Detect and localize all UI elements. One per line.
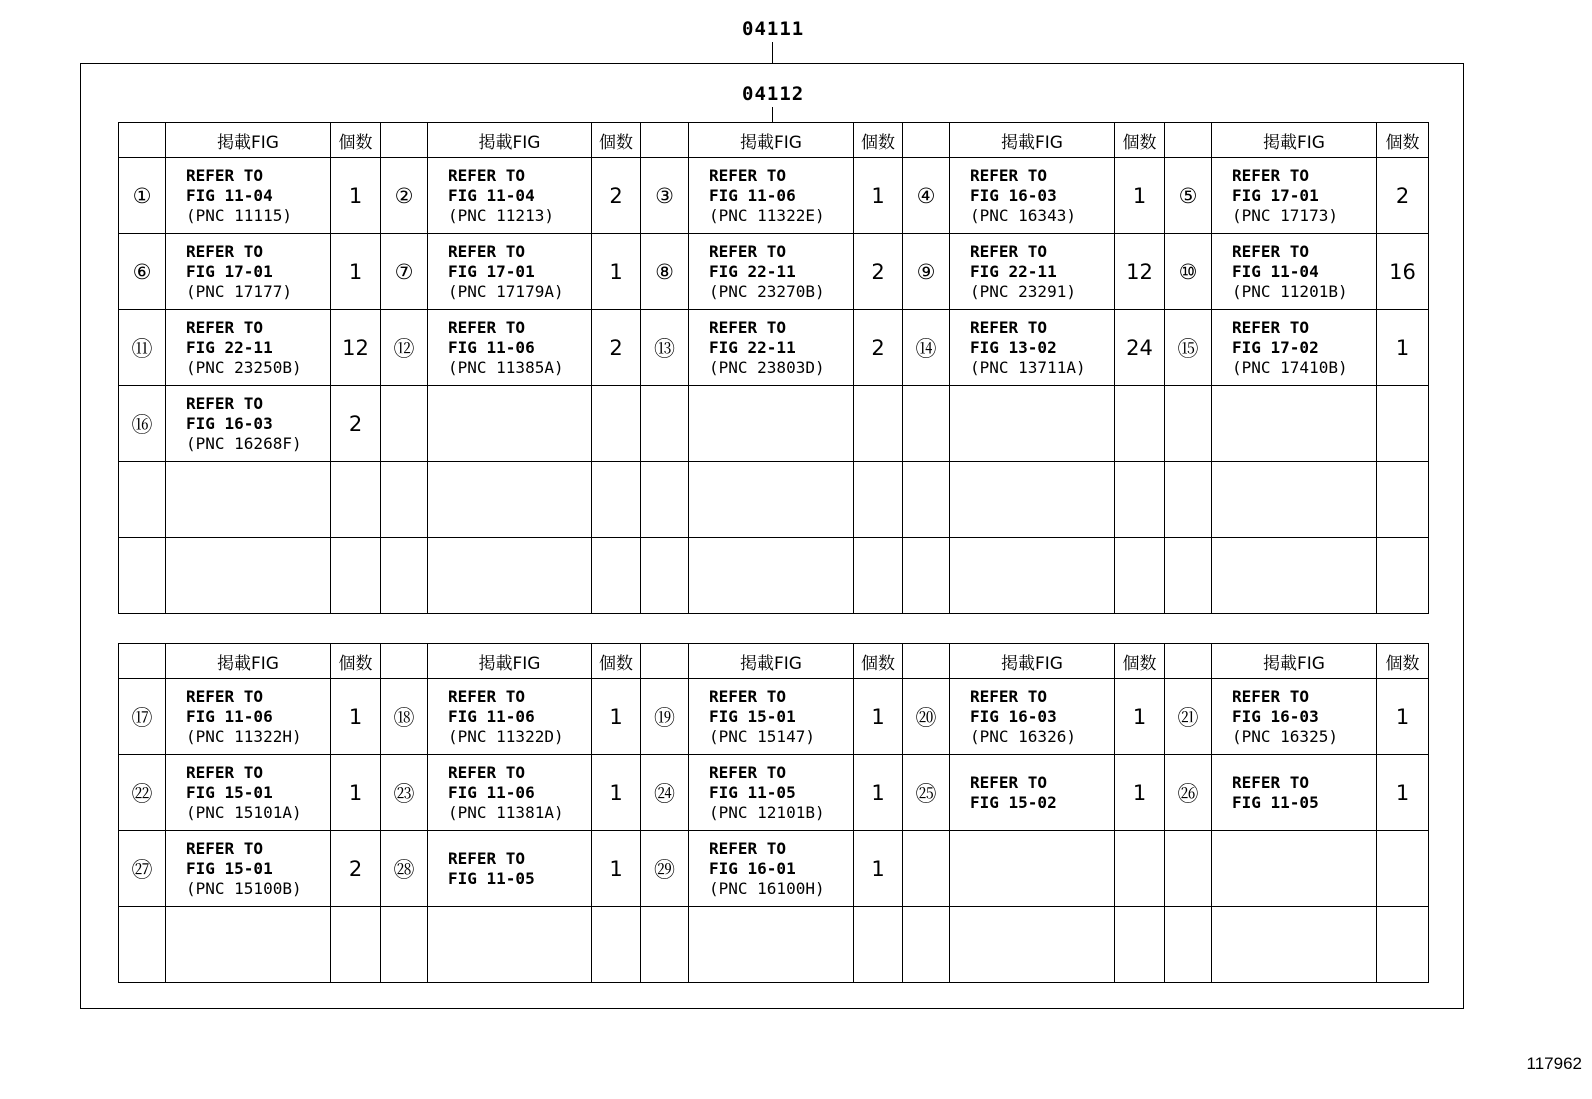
fig-reference-cell (428, 907, 592, 983)
fig-code-text: FIG 11-06 (448, 337, 535, 357)
item-number-cell (903, 831, 950, 907)
pnc-code-text: (PNC 16343) (970, 205, 1076, 225)
fig-reference-cell (428, 158, 592, 234)
parts-table-2 (118, 643, 1429, 983)
quantity-cell: 1 (1115, 158, 1165, 234)
item-number-cell (381, 907, 428, 983)
fig-code-text: FIG 11-04 (1232, 261, 1319, 281)
quantity-cell: 2 (592, 310, 641, 386)
item-number-cell: ⑬ (641, 310, 689, 386)
quantity-cell: 1 (592, 679, 641, 755)
item-number-cell: ⑰ (119, 679, 166, 755)
quantity-cell: 2 (331, 831, 381, 907)
quantity-cell (1115, 907, 1165, 983)
fig-reference-cell (428, 310, 592, 386)
refer-to-text: REFER TO (186, 393, 264, 413)
fig-reference-cell (689, 831, 854, 907)
fig-reference-cell (689, 386, 854, 462)
quantity-cell: 12 (331, 310, 381, 386)
refer-to-text: REFER TO (709, 838, 787, 858)
item-number-cell: ㉒ (119, 755, 166, 831)
quantity-cell (1377, 386, 1429, 462)
header-fig-cell: 掲載FIG (689, 123, 854, 158)
refer-to-text: REFER TO (709, 165, 787, 185)
pnc-code-text: (PNC 23803D) (709, 357, 825, 377)
fig-code-text: FIG 15-01 (186, 782, 273, 802)
pnc-code-text: (PNC 15101A) (186, 802, 302, 822)
item-number-cell: ㉘ (381, 831, 428, 907)
header-blank-cell (381, 644, 428, 679)
item-number-cell (381, 386, 428, 462)
fig-code-text: FIG 16-03 (970, 706, 1057, 726)
fig-code-text: FIG 22-11 (709, 337, 796, 357)
refer-to-text: REFER TO (1232, 165, 1310, 185)
item-number-cell (119, 538, 166, 614)
item-number-cell (1165, 386, 1212, 462)
quantity-cell (331, 462, 381, 538)
quantity-cell (592, 538, 641, 614)
quantity-cell (1115, 538, 1165, 614)
quantity-cell: 2 (331, 386, 381, 462)
item-number-cell: ③ (641, 158, 689, 234)
quantity-cell: 1 (1377, 755, 1429, 831)
table-row (119, 831, 1429, 907)
quantity-cell: 1 (1115, 679, 1165, 755)
item-number-cell (903, 386, 950, 462)
item-number-cell: ⑳ (903, 679, 950, 755)
fig-reference-cell (689, 158, 854, 234)
refer-to-text: REFER TO (186, 317, 264, 337)
refer-to-text: REFER TO (970, 241, 1048, 261)
fig-reference-cell (950, 755, 1115, 831)
table-header-row (119, 123, 1429, 158)
pnc-code-text: (PNC 17410B) (1232, 357, 1348, 377)
fig-code-text: FIG 11-06 (448, 706, 535, 726)
table-row (119, 386, 1429, 462)
item-number-cell: ⑪ (119, 310, 166, 386)
group-label-inner: 04112 (742, 83, 805, 105)
item-number-cell: ⑤ (1165, 158, 1212, 234)
item-number-cell: ② (381, 158, 428, 234)
fig-code-text: FIG 11-05 (1232, 792, 1319, 812)
item-number-cell (903, 538, 950, 614)
fig-reference-cell (1212, 907, 1377, 983)
quantity-cell (331, 907, 381, 983)
table-header-row (119, 644, 1429, 679)
pnc-code-text: (PNC 11322H) (186, 726, 302, 746)
header-fig-cell: 掲載FIG (689, 644, 854, 679)
item-number-cell: ④ (903, 158, 950, 234)
fig-reference-cell (1212, 310, 1377, 386)
fig-reference-cell (166, 679, 331, 755)
refer-to-text: REFER TO (448, 848, 526, 868)
parts-table-1 (118, 122, 1429, 614)
quantity-cell: 12 (1115, 234, 1165, 310)
pnc-code-text: (PNC 17179A) (448, 281, 564, 301)
item-number-cell: ⑫ (381, 310, 428, 386)
quantity-cell: 2 (854, 234, 903, 310)
fig-code-text: FIG 15-01 (709, 706, 796, 726)
quantity-cell (1115, 462, 1165, 538)
quantity-cell (1115, 386, 1165, 462)
pnc-code-text: (PNC 11322D) (448, 726, 564, 746)
item-number-cell: ㉖ (1165, 755, 1212, 831)
fig-code-text: FIG 11-05 (709, 782, 796, 802)
fig-code-text: FIG 16-03 (1232, 706, 1319, 726)
refer-to-text: REFER TO (1232, 317, 1310, 337)
fig-code-text: FIG 11-06 (186, 706, 273, 726)
quantity-cell (854, 462, 903, 538)
refer-to-text: REFER TO (448, 317, 526, 337)
header-blank-cell (1165, 123, 1212, 158)
header-qty-cell: 個数 (592, 123, 641, 158)
fig-reference-cell (689, 462, 854, 538)
table-row (119, 538, 1429, 614)
quantity-cell: 1 (592, 755, 641, 831)
pnc-code-text: (PNC 17173) (1232, 205, 1338, 225)
refer-to-text: REFER TO (1232, 772, 1310, 792)
fig-reference-cell (428, 462, 592, 538)
item-number-cell (1165, 538, 1212, 614)
pnc-code-text: (PNC 16100H) (709, 878, 825, 898)
pnc-code-text: (PNC 23291) (970, 281, 1076, 301)
item-number-cell: ⑨ (903, 234, 950, 310)
header-blank-cell (641, 123, 689, 158)
quantity-cell (592, 462, 641, 538)
fig-reference-cell (166, 462, 331, 538)
fig-reference-cell (428, 755, 592, 831)
refer-to-text: REFER TO (709, 317, 787, 337)
fig-reference-cell (1212, 538, 1377, 614)
refer-to-text: REFER TO (186, 686, 264, 706)
quantity-cell: 1 (854, 158, 903, 234)
quantity-cell (1377, 907, 1429, 983)
fig-reference-cell (166, 831, 331, 907)
pnc-code-text: (PNC 16268F) (186, 433, 302, 453)
quantity-cell (592, 386, 641, 462)
header-fig-cell: 掲載FIG (1212, 644, 1377, 679)
quantity-cell: 1 (331, 755, 381, 831)
fig-reference-cell (1212, 158, 1377, 234)
leader-line-inner (772, 107, 773, 123)
pnc-code-text: (PNC 11115) (186, 205, 292, 225)
quantity-cell: 1 (331, 234, 381, 310)
fig-reference-cell (166, 158, 331, 234)
header-fig-cell: 掲載FIG (1212, 123, 1377, 158)
pnc-code-text: (PNC 17177) (186, 281, 292, 301)
item-number-cell: ⑯ (119, 386, 166, 462)
header-blank-cell (119, 123, 166, 158)
header-fig-cell: 掲載FIG (166, 644, 331, 679)
fig-reference-cell (1212, 755, 1377, 831)
item-number-cell: ⑲ (641, 679, 689, 755)
pnc-code-text: (PNC 11213) (448, 205, 554, 225)
pnc-code-text: (PNC 16326) (970, 726, 1076, 746)
refer-to-text: REFER TO (970, 165, 1048, 185)
quantity-cell: 1 (592, 234, 641, 310)
pnc-code-text: (PNC 23250B) (186, 357, 302, 377)
table-row (119, 755, 1429, 831)
item-number-cell: ⑧ (641, 234, 689, 310)
header-qty-cell: 個数 (592, 644, 641, 679)
quantity-cell (1377, 462, 1429, 538)
item-number-cell: ⑮ (1165, 310, 1212, 386)
refer-to-text: REFER TO (448, 762, 526, 782)
fig-reference-cell (689, 538, 854, 614)
fig-code-text: FIG 17-01 (186, 261, 273, 281)
refer-to-text: REFER TO (186, 762, 264, 782)
fig-code-text: FIG 16-03 (970, 185, 1057, 205)
fig-reference-cell (689, 679, 854, 755)
refer-to-text: REFER TO (970, 686, 1048, 706)
header-qty-cell: 個数 (854, 123, 903, 158)
header-blank-cell (381, 123, 428, 158)
header-blank-cell (903, 123, 950, 158)
pnc-code-text: (PNC 13711A) (970, 357, 1086, 377)
refer-to-text: REFER TO (709, 762, 787, 782)
refer-to-text: REFER TO (709, 686, 787, 706)
item-number-cell (381, 538, 428, 614)
fig-reference-cell (428, 234, 592, 310)
item-number-cell: ㉗ (119, 831, 166, 907)
pnc-code-text: (PNC 11201B) (1232, 281, 1348, 301)
fig-code-text: FIG 11-06 (448, 782, 535, 802)
table-row (119, 310, 1429, 386)
item-number-cell: ① (119, 158, 166, 234)
item-number-cell: ⑥ (119, 234, 166, 310)
item-number-cell: ㉙ (641, 831, 689, 907)
fig-code-text: FIG 11-05 (448, 868, 535, 888)
quantity-cell (854, 538, 903, 614)
quantity-cell (1377, 538, 1429, 614)
item-number-cell: ㉔ (641, 755, 689, 831)
fig-reference-cell (428, 679, 592, 755)
leader-line-outer (772, 42, 773, 63)
refer-to-text: REFER TO (448, 165, 526, 185)
pnc-code-text: (PNC 23270B) (709, 281, 825, 301)
item-number-cell (119, 462, 166, 538)
fig-reference-cell (950, 386, 1115, 462)
header-fig-cell: 掲載FIG (166, 123, 331, 158)
fig-reference-cell (689, 755, 854, 831)
fig-reference-cell (950, 158, 1115, 234)
fig-reference-cell (950, 679, 1115, 755)
fig-reference-cell (950, 462, 1115, 538)
quantity-cell: 1 (331, 679, 381, 755)
item-number-cell: ㉕ (903, 755, 950, 831)
item-number-cell (1165, 831, 1212, 907)
refer-to-text: REFER TO (1232, 241, 1310, 261)
refer-to-text: REFER TO (186, 241, 264, 261)
item-number-cell: ㉓ (381, 755, 428, 831)
header-fig-cell: 掲載FIG (950, 644, 1115, 679)
refer-to-text: REFER TO (448, 686, 526, 706)
fig-reference-cell (166, 907, 331, 983)
fig-reference-cell (166, 538, 331, 614)
header-fig-cell: 掲載FIG (428, 644, 592, 679)
fig-code-text: FIG 17-02 (1232, 337, 1319, 357)
quantity-cell: 1 (1377, 310, 1429, 386)
quantity-cell: 1 (854, 679, 903, 755)
fig-reference-cell (689, 310, 854, 386)
item-number-cell (1165, 462, 1212, 538)
item-number-cell (119, 907, 166, 983)
refer-to-text: REFER TO (186, 165, 264, 185)
refer-to-text: REFER TO (709, 241, 787, 261)
refer-to-text: REFER TO (1232, 686, 1310, 706)
fig-reference-cell (950, 310, 1115, 386)
fig-reference-cell (950, 234, 1115, 310)
fig-code-text: FIG 11-04 (448, 185, 535, 205)
fig-code-text: FIG 22-11 (186, 337, 273, 357)
fig-code-text: FIG 11-04 (186, 185, 273, 205)
refer-to-text: REFER TO (448, 241, 526, 261)
fig-reference-cell (166, 234, 331, 310)
fig-code-text: FIG 16-03 (186, 413, 273, 433)
header-qty-cell: 個数 (331, 123, 381, 158)
header-blank-cell (1165, 644, 1212, 679)
table-row (119, 234, 1429, 310)
fig-code-text: FIG 16-01 (709, 858, 796, 878)
header-blank-cell (641, 644, 689, 679)
quantity-cell (331, 538, 381, 614)
fig-code-text: FIG 15-01 (186, 858, 273, 878)
pnc-code-text: (PNC 11385A) (448, 357, 564, 377)
pnc-code-text: (PNC 15100B) (186, 878, 302, 898)
fig-reference-cell (689, 907, 854, 983)
fig-reference-cell (1212, 679, 1377, 755)
item-number-cell (1165, 907, 1212, 983)
header-blank-cell (903, 644, 950, 679)
fig-reference-cell (166, 386, 331, 462)
fig-code-text: FIG 11-06 (709, 185, 796, 205)
header-qty-cell: 個数 (1115, 644, 1165, 679)
fig-reference-cell (1212, 234, 1377, 310)
fig-reference-cell (428, 538, 592, 614)
item-number-cell (641, 386, 689, 462)
table-row (119, 158, 1429, 234)
item-number-cell (903, 462, 950, 538)
quantity-cell: 2 (1377, 158, 1429, 234)
table-row (119, 907, 1429, 983)
quantity-cell: 2 (854, 310, 903, 386)
fig-code-text: FIG 17-01 (448, 261, 535, 281)
fig-reference-cell (166, 310, 331, 386)
item-number-cell: ⑭ (903, 310, 950, 386)
quantity-cell (854, 386, 903, 462)
refer-to-text: REFER TO (970, 772, 1048, 792)
item-number-cell: ⑩ (1165, 234, 1212, 310)
refer-to-text: REFER TO (186, 838, 264, 858)
fig-reference-cell (1212, 462, 1377, 538)
quantity-cell: 1 (592, 831, 641, 907)
item-number-cell (641, 538, 689, 614)
fig-reference-cell (1212, 831, 1377, 907)
item-number-cell: ⑦ (381, 234, 428, 310)
pnc-code-text: (PNC 12101B) (709, 802, 825, 822)
quantity-cell: 24 (1115, 310, 1165, 386)
item-number-cell (381, 462, 428, 538)
quantity-cell (592, 907, 641, 983)
header-qty-cell: 個数 (1377, 644, 1429, 679)
header-qty-cell: 個数 (1115, 123, 1165, 158)
quantity-cell: 16 (1377, 234, 1429, 310)
pnc-code-text: (PNC 16325) (1232, 726, 1338, 746)
quantity-cell (854, 907, 903, 983)
quantity-cell: 1 (331, 158, 381, 234)
fig-code-text: FIG 22-11 (709, 261, 796, 281)
quantity-cell: 2 (592, 158, 641, 234)
refer-to-text: REFER TO (970, 317, 1048, 337)
group-label-outer: 04111 (742, 18, 805, 40)
pnc-code-text: (PNC 15147) (709, 726, 815, 746)
quantity-cell: 1 (1115, 755, 1165, 831)
fig-code-text: FIG 13-02 (970, 337, 1057, 357)
header-fig-cell: 掲載FIG (950, 123, 1115, 158)
fig-reference-cell (1212, 386, 1377, 462)
item-number-cell (641, 907, 689, 983)
quantity-cell: 1 (1377, 679, 1429, 755)
fig-reference-cell (428, 831, 592, 907)
fig-reference-cell (166, 755, 331, 831)
fig-reference-cell (950, 907, 1115, 983)
header-fig-cell: 掲載FIG (428, 123, 592, 158)
table-row (119, 679, 1429, 755)
fig-code-text: FIG 15-02 (970, 792, 1057, 812)
fig-code-text: FIG 22-11 (970, 261, 1057, 281)
fig-reference-cell (950, 538, 1115, 614)
fig-reference-cell (950, 831, 1115, 907)
item-number-cell: ㉑ (1165, 679, 1212, 755)
figure-number: 117962 (1526, 1054, 1582, 1073)
header-qty-cell: 個数 (854, 644, 903, 679)
item-number-cell: ⑱ (381, 679, 428, 755)
pnc-code-text: (PNC 11322E) (709, 205, 825, 225)
item-number-cell (641, 462, 689, 538)
pnc-code-text: (PNC 11381A) (448, 802, 564, 822)
quantity-cell (1377, 831, 1429, 907)
table-row (119, 462, 1429, 538)
header-qty-cell: 個数 (1377, 123, 1429, 158)
quantity-cell (1115, 831, 1165, 907)
fig-reference-cell (428, 386, 592, 462)
header-qty-cell: 個数 (331, 644, 381, 679)
item-number-cell (903, 907, 950, 983)
fig-reference-cell (689, 234, 854, 310)
header-blank-cell (119, 644, 166, 679)
quantity-cell: 1 (854, 831, 903, 907)
fig-code-text: FIG 17-01 (1232, 185, 1319, 205)
quantity-cell: 1 (854, 755, 903, 831)
